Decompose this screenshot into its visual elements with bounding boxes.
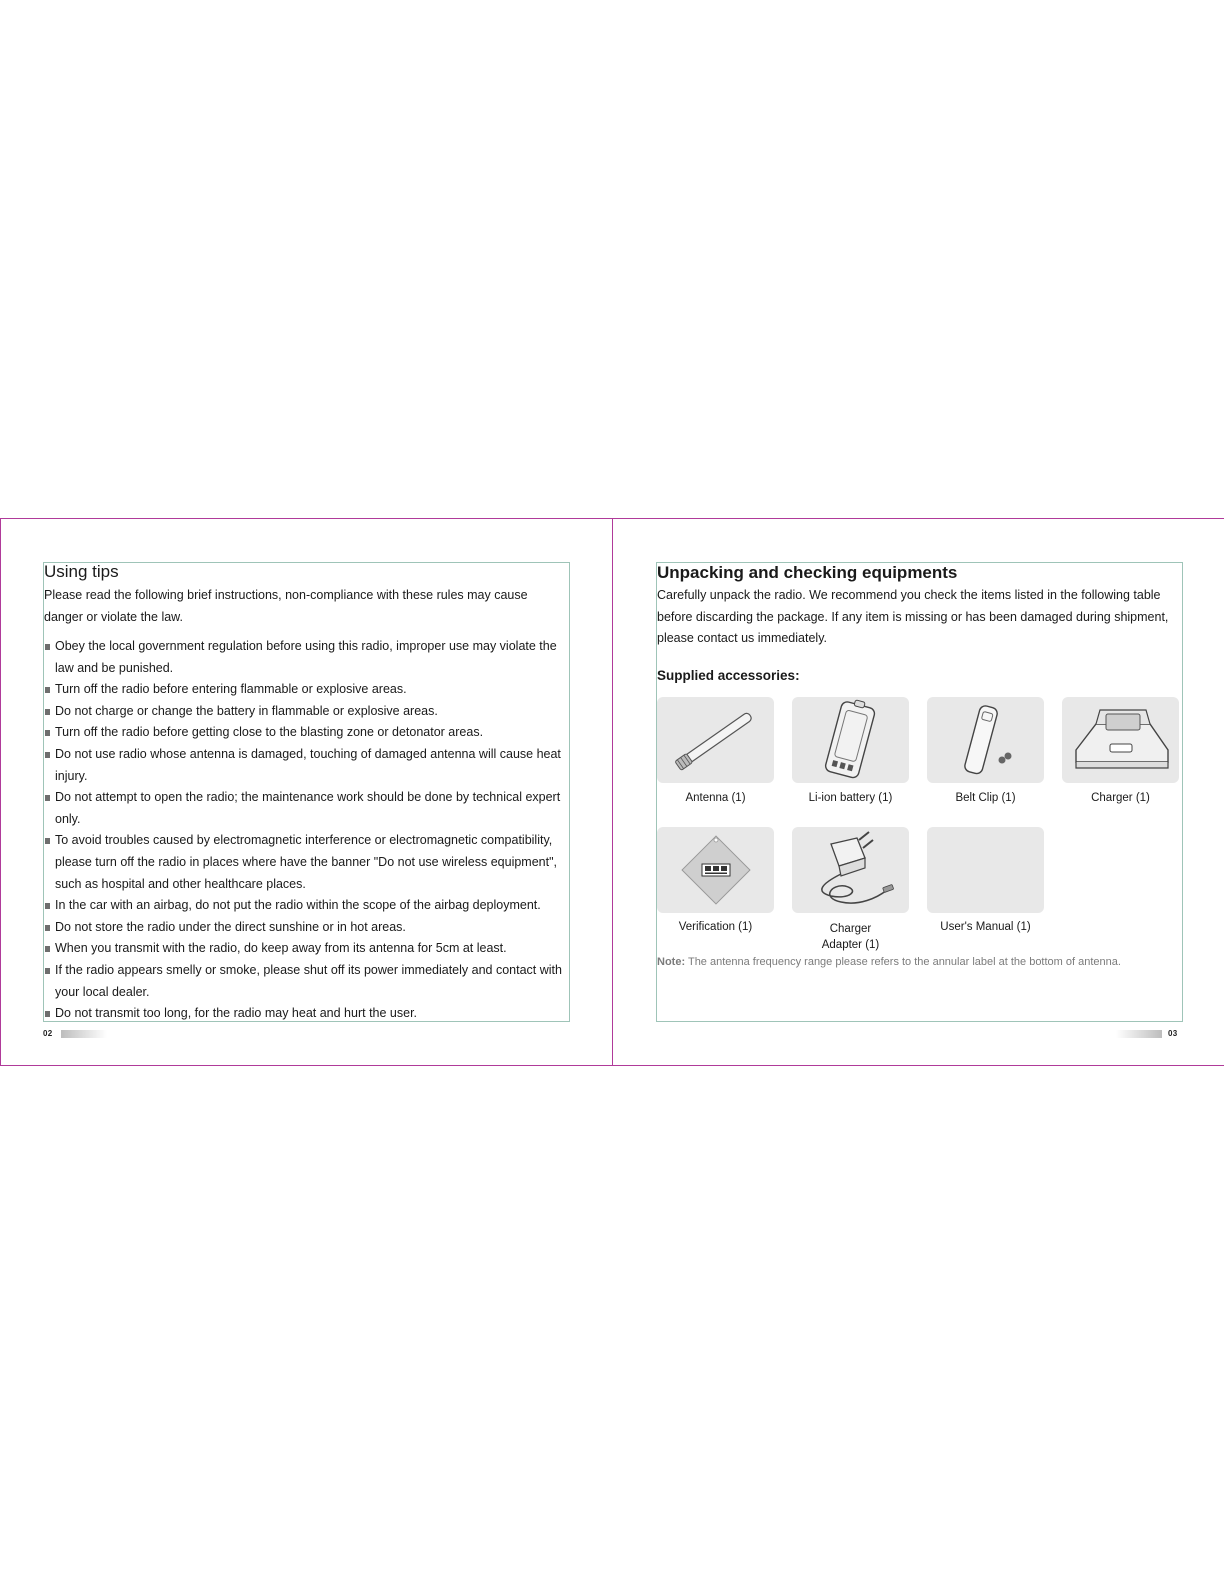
list-item: To avoid troubles caused by electromagnetic interference or electromagnetic compatibility, please turn off the radio in places where have the banner "Do not use wireless equipment", such as hospital and other healthcare places. [44, 830, 569, 895]
list-item: Do not transmit too long, for the radio may heat and hurt the user. [44, 1003, 569, 1025]
charger-icon [1066, 700, 1176, 780]
manual-spread [0, 518, 1224, 1066]
accessory-tile-charger [1062, 697, 1179, 783]
battery-icon [811, 698, 891, 782]
square-bullet-icon [45, 903, 50, 909]
list-item: Obey the local government regulation before using this radio, improper use may violate the law and be punished. [44, 636, 569, 679]
square-bullet-icon [45, 968, 50, 974]
list-item: Do not charge or change the battery in flammable or explosive areas. [44, 701, 569, 723]
page-number-bar-left [61, 1030, 107, 1038]
trim-line-left [0, 519, 1, 1065]
intro-paragraph: Please read the following brief instructions, non-compliance with these rules may cause danger or violate the law. [44, 588, 528, 624]
list-item: If the radio appears smelly or smoke, please shut off its power immediately and contact with your local dealer. [44, 960, 569, 1003]
users-manual-placeholder [927, 827, 1044, 913]
note-label: Note: [657, 956, 686, 968]
accessory-tile-belt-clip [927, 697, 1044, 783]
page-number-bar-right [1116, 1030, 1162, 1038]
accessory-tile-verification [657, 827, 774, 913]
accessory-label: User's Manual (1) [940, 921, 1031, 933]
intro-paragraph: Carefully unpack the radio. We recommend you check the items listed in the following table before discarding the package. If any item is missing or has been damaged during shipment, please contact us immediately. [657, 588, 1169, 646]
accessory-label: Li-ion battery (1) [808, 792, 893, 804]
square-bullet-icon [45, 730, 50, 736]
list-item: When you transmit with the radio, do keep away from its antenna for 5cm at least. [44, 938, 569, 960]
list-item: Do not attempt to open the radio; the maintenance work should be done by technical expert only. [44, 787, 569, 830]
page-title: Using tips [44, 562, 119, 581]
verification-tag-icon [671, 828, 761, 912]
square-bullet-icon [45, 752, 50, 758]
left-page [43, 562, 570, 1022]
belt-clip-icon [946, 698, 1026, 782]
right-page [656, 562, 1183, 1022]
note-text: The antenna frequency range please refers to the annular label at the bottom of antenna. [687, 956, 1121, 968]
square-bullet-icon [45, 709, 50, 715]
accessory-label: Verification (1) [678, 921, 753, 933]
page-fold-line [612, 519, 613, 1065]
list-item: Do not store the radio under the direct sunshine or in hot areas. [44, 917, 569, 939]
accessory-label: Antenna (1) [685, 792, 746, 804]
accessory-label: Charger Adapter (1) [821, 923, 880, 951]
antenna-icon [666, 700, 766, 780]
accessory-tile-charger-adapter [792, 827, 909, 913]
accessory-label: Belt Clip (1) [955, 792, 1016, 804]
accessory-tile-antenna [657, 697, 774, 783]
charger-adapter-icon [801, 828, 901, 912]
accessory-label: Charger (1) [1091, 792, 1150, 804]
square-bullet-icon [45, 1011, 50, 1017]
page-number-left: 02 [43, 1029, 53, 1038]
page-title: Unpacking and checking equipments [657, 563, 958, 582]
square-bullet-icon [45, 946, 50, 952]
list-item: Turn off the radio before entering flammable or explosive areas. [44, 679, 569, 701]
tips-list [44, 636, 569, 1025]
square-bullet-icon [45, 838, 50, 844]
square-bullet-icon [45, 644, 50, 650]
list-item: In the car with an airbag, do not put the radio within the scope of the airbag deployment. [44, 895, 569, 917]
list-item: Do not use radio whose antenna is damaged, touching of damaged antenna will cause heat injury. [44, 744, 569, 787]
square-bullet-icon [45, 925, 50, 931]
list-item: Turn off the radio before getting close to the blasting zone or detonator areas. [44, 722, 569, 744]
square-bullet-icon [45, 795, 50, 801]
antenna-note [657, 956, 1121, 968]
accessory-tile-battery [792, 697, 909, 783]
square-bullet-icon [45, 687, 50, 693]
page-number-right: 03 [1168, 1029, 1178, 1038]
accessories-heading: Supplied accessories: [657, 668, 800, 683]
